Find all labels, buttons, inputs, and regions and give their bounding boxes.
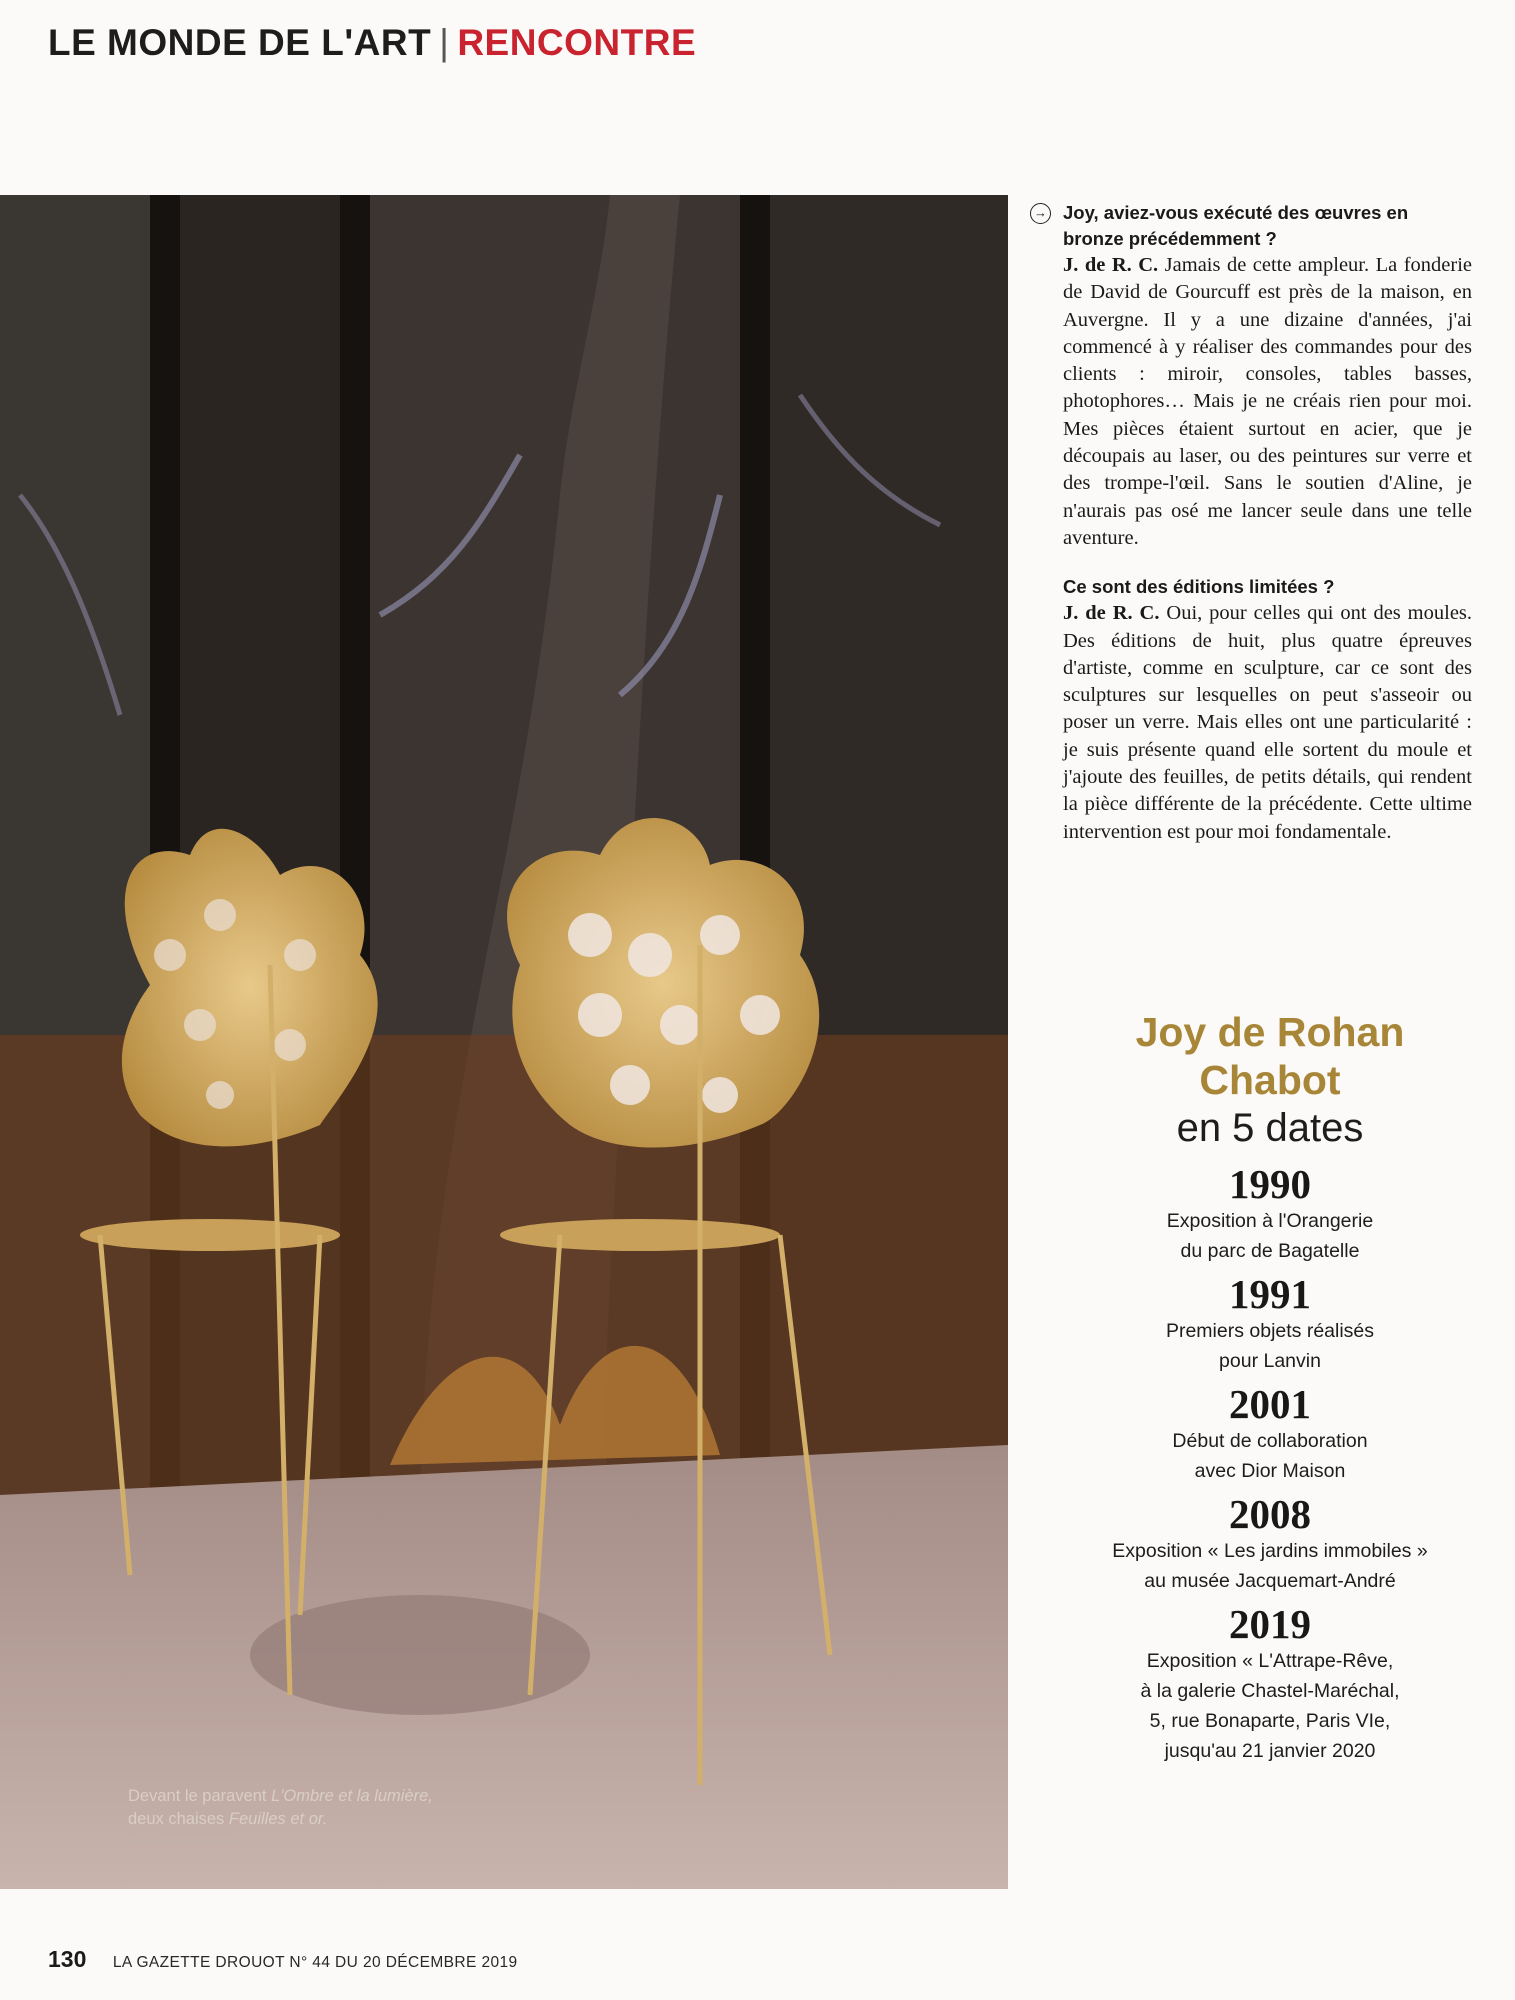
- photo-caption: [128, 1785, 528, 1854]
- caption-artwork-title: Feuilles et or.: [228, 1810, 328, 1828]
- speaker-initials: J. de R. C.: [1063, 254, 1159, 276]
- arrow-right-icon: →: [1030, 203, 1051, 224]
- caption-text: Devant le paravent: [128, 1787, 272, 1805]
- answer-1-text: Jamais de cette ampleur. La fonderie de David de Gourcuff est près de la maison, en Auvergne. Il y a une dizaine d'années, j'ai commencé à y réaliser des commandes pour des clients : miroir, consoles, tables basses, photophores… Mais je ne créais rien pour moi. Mes pièces étaient surtout en acier, que je découpais au laser, ou des peintures sur verre et des trompe-l'œil. Sans le soutien d'Aline, je n'aurais pas osé me lancer seule dans une telle aventure.: [1063, 254, 1472, 549]
- date-entry: [1070, 1602, 1470, 1766]
- subsection-title: RENCONTRE: [457, 22, 697, 63]
- date-desc: au musée Jacquemart-André: [1144, 1570, 1396, 1592]
- question-1-text: Joy, aviez-vous exécuté des œuvres en bronze précédemment ?: [1063, 202, 1409, 249]
- date-year: 1990: [1229, 1161, 1311, 1207]
- date-desc: Exposition « Les jardins immobiles »: [1112, 1540, 1428, 1562]
- dates-box: [1070, 1008, 1470, 1766]
- caption-text: deux chaises: [128, 1810, 229, 1828]
- date-entry: [1070, 1492, 1470, 1596]
- date-desc: jusqu'au 21 janvier 2020: [1164, 1740, 1376, 1762]
- photo-illustration: [0, 195, 1008, 1889]
- date-year: 2001: [1229, 1381, 1311, 1427]
- date-entry: [1070, 1382, 1470, 1486]
- publication-info: LA GAZETTE DROUOT N° 44 DU 20 DÉCEMBRE 2019: [112, 1954, 518, 1971]
- artist-name-line-2: Chabot: [1199, 1057, 1341, 1103]
- section-title: LE MONDE DE L'ART: [48, 22, 432, 63]
- answer-2-text: Oui, pour celles qui ont des moules. Des éditions de huit, plus quatre épreuves d'artiste, comme en sculpture, car ce sont des sculptures sur lesquelles on peut s'asseoir ou poser un verre. Mais elles ont une particularité : je suis présente quand elle sortent du moule et j'ajoute des feuilles, de petits détails, qui rendent la pièce différente de la précédente. Cette ultime intervention est pour moi fondamentale.: [1063, 602, 1473, 843]
- date-desc: avec Dior Maison: [1194, 1460, 1346, 1482]
- caption-line-2: [128, 1808, 528, 1831]
- header-separator: |: [439, 22, 450, 63]
- date-year: 1991: [1229, 1271, 1311, 1317]
- date-year: 2019: [1229, 1601, 1311, 1647]
- date-desc: 5, rue Bonaparte, Paris VIe,: [1149, 1710, 1391, 1732]
- date-desc: Premiers objets réalisés: [1165, 1320, 1375, 1342]
- question-2: Ce sont des éditions limitées ?: [1063, 576, 1335, 598]
- date-entry: [1070, 1272, 1470, 1376]
- date-year: 2008: [1229, 1491, 1311, 1537]
- date-desc: Exposition à l'Orangerie: [1166, 1210, 1374, 1232]
- date-desc: du parc de Bagatelle: [1180, 1240, 1360, 1262]
- date-desc: Exposition « L'Attrape-Rêve,: [1146, 1650, 1394, 1672]
- date-desc: pour Lanvin: [1219, 1350, 1321, 1372]
- answer-2: [1030, 600, 1472, 846]
- page-footer: [48, 1946, 518, 1973]
- date-entry: [1070, 1162, 1470, 1266]
- question-1: [1030, 200, 1472, 252]
- speaker-initials: J. de R. C.: [1063, 602, 1160, 625]
- article-photo: [0, 195, 1008, 1889]
- interview-text: [1030, 200, 1472, 846]
- section-header: [48, 22, 696, 64]
- caption-artwork-title: L'Ombre et la lumière,: [271, 1787, 433, 1805]
- dates-subtitle: en 5 dates: [1176, 1106, 1364, 1150]
- page-number: 130: [48, 1946, 87, 1972]
- artist-name-line-1: Joy de Rohan: [1135, 1009, 1405, 1055]
- photo-credit: © ALAIN POTIGNON: [128, 1837, 231, 1848]
- caption-line-1: [128, 1785, 528, 1808]
- date-desc: à la galerie Chastel-Maréchal,: [1140, 1680, 1400, 1702]
- answer-1: [1030, 252, 1472, 552]
- date-desc: Début de collaboration: [1172, 1430, 1368, 1452]
